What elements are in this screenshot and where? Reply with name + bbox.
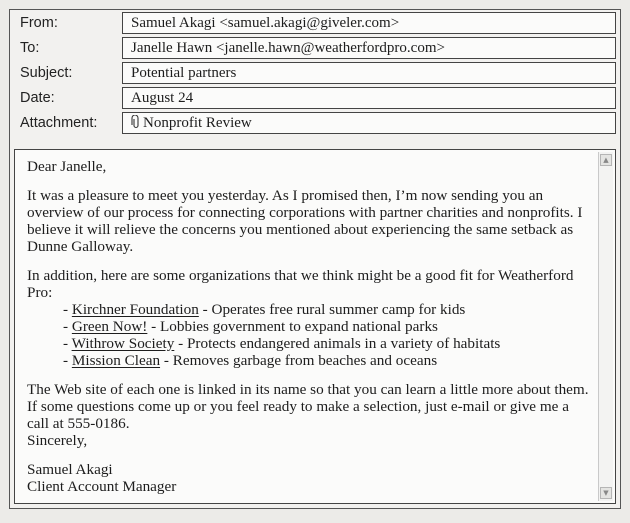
to-field[interactable]: Janelle Hawn <janelle.hawn@weatherfordpro.com> bbox=[122, 37, 616, 59]
signature-name: Samuel Akagi bbox=[27, 461, 113, 478]
org-link[interactable]: Green Now! bbox=[71, 318, 148, 335]
list-item: - Mission Clean - Removes garbage from beaches and oceans bbox=[63, 352, 438, 369]
scroll-down-arrow-icon[interactable]: ▼ bbox=[600, 487, 612, 499]
org-link[interactable]: Kirchner Foundation bbox=[71, 301, 199, 318]
paperclip-icon bbox=[131, 115, 141, 129]
paragraph-contact: The Web site of each one is linked in its name so that you can learn a little more about them. If some questions come up or you feel ready to make a selection, just e-mail or give me a call at 555-0186. bbox=[27, 381, 589, 432]
vertical-scrollbar[interactable] bbox=[598, 152, 613, 501]
org-description: - Removes garbage from beaches and oceans bbox=[160, 352, 438, 369]
org-description: - Lobbies government to expand national parks bbox=[147, 318, 438, 335]
date-label: Date: bbox=[20, 90, 55, 106]
attachment-filename[interactable]: Nonprofit Review bbox=[143, 115, 252, 131]
org-description: - Operates free rural summer camp for kids bbox=[198, 301, 466, 318]
paragraph-organizations: In addition, here are some organizations that we think might be a good fit for Weatherford Pro: bbox=[27, 267, 574, 301]
from-label: From: bbox=[20, 15, 58, 31]
from-field[interactable]: Samuel Akagi <samuel.akagi@giveler.com> bbox=[122, 12, 616, 34]
list-item: - Kirchner Foundation - Operates free rural summer camp for kids bbox=[63, 301, 466, 318]
org-link[interactable]: Withrow Society bbox=[71, 335, 175, 352]
subject-label: Subject: bbox=[20, 65, 73, 81]
list-item: - Green Now! - Lobbies government to expand national parks bbox=[63, 318, 438, 335]
message-content bbox=[27, 158, 593, 495]
greeting: Dear Janelle, bbox=[27, 158, 107, 175]
signature-title: Client Account Manager bbox=[27, 478, 177, 495]
attachment-label: Attachment: bbox=[20, 115, 98, 131]
to-label: To: bbox=[20, 40, 40, 56]
org-description: - Protects endangered animals in a variety of habitats bbox=[174, 335, 501, 352]
paragraph-intro: It was a pleasure to meet you yesterday. As I promised then, I’m now sending you an overview of our process for connecting corporations with partner charities and nonprofits. I believe it will relieve the concerns you mentioned about experiencing the same setback as Dunne Galloway. bbox=[27, 187, 583, 255]
message-body[interactable] bbox=[14, 149, 616, 504]
closing: Sincerely, bbox=[27, 432, 88, 449]
scroll-up-arrow-icon[interactable]: ▲ bbox=[600, 154, 612, 166]
date-field[interactable]: August 24 bbox=[122, 87, 616, 109]
org-link[interactable]: Mission Clean bbox=[71, 352, 161, 369]
attachment-field[interactable] bbox=[122, 112, 616, 134]
list-item: - Withrow Society - Protects endangered animals in a variety of habitats bbox=[63, 335, 501, 352]
email-window bbox=[9, 9, 621, 509]
subject-field[interactable]: Potential partners bbox=[122, 62, 616, 84]
